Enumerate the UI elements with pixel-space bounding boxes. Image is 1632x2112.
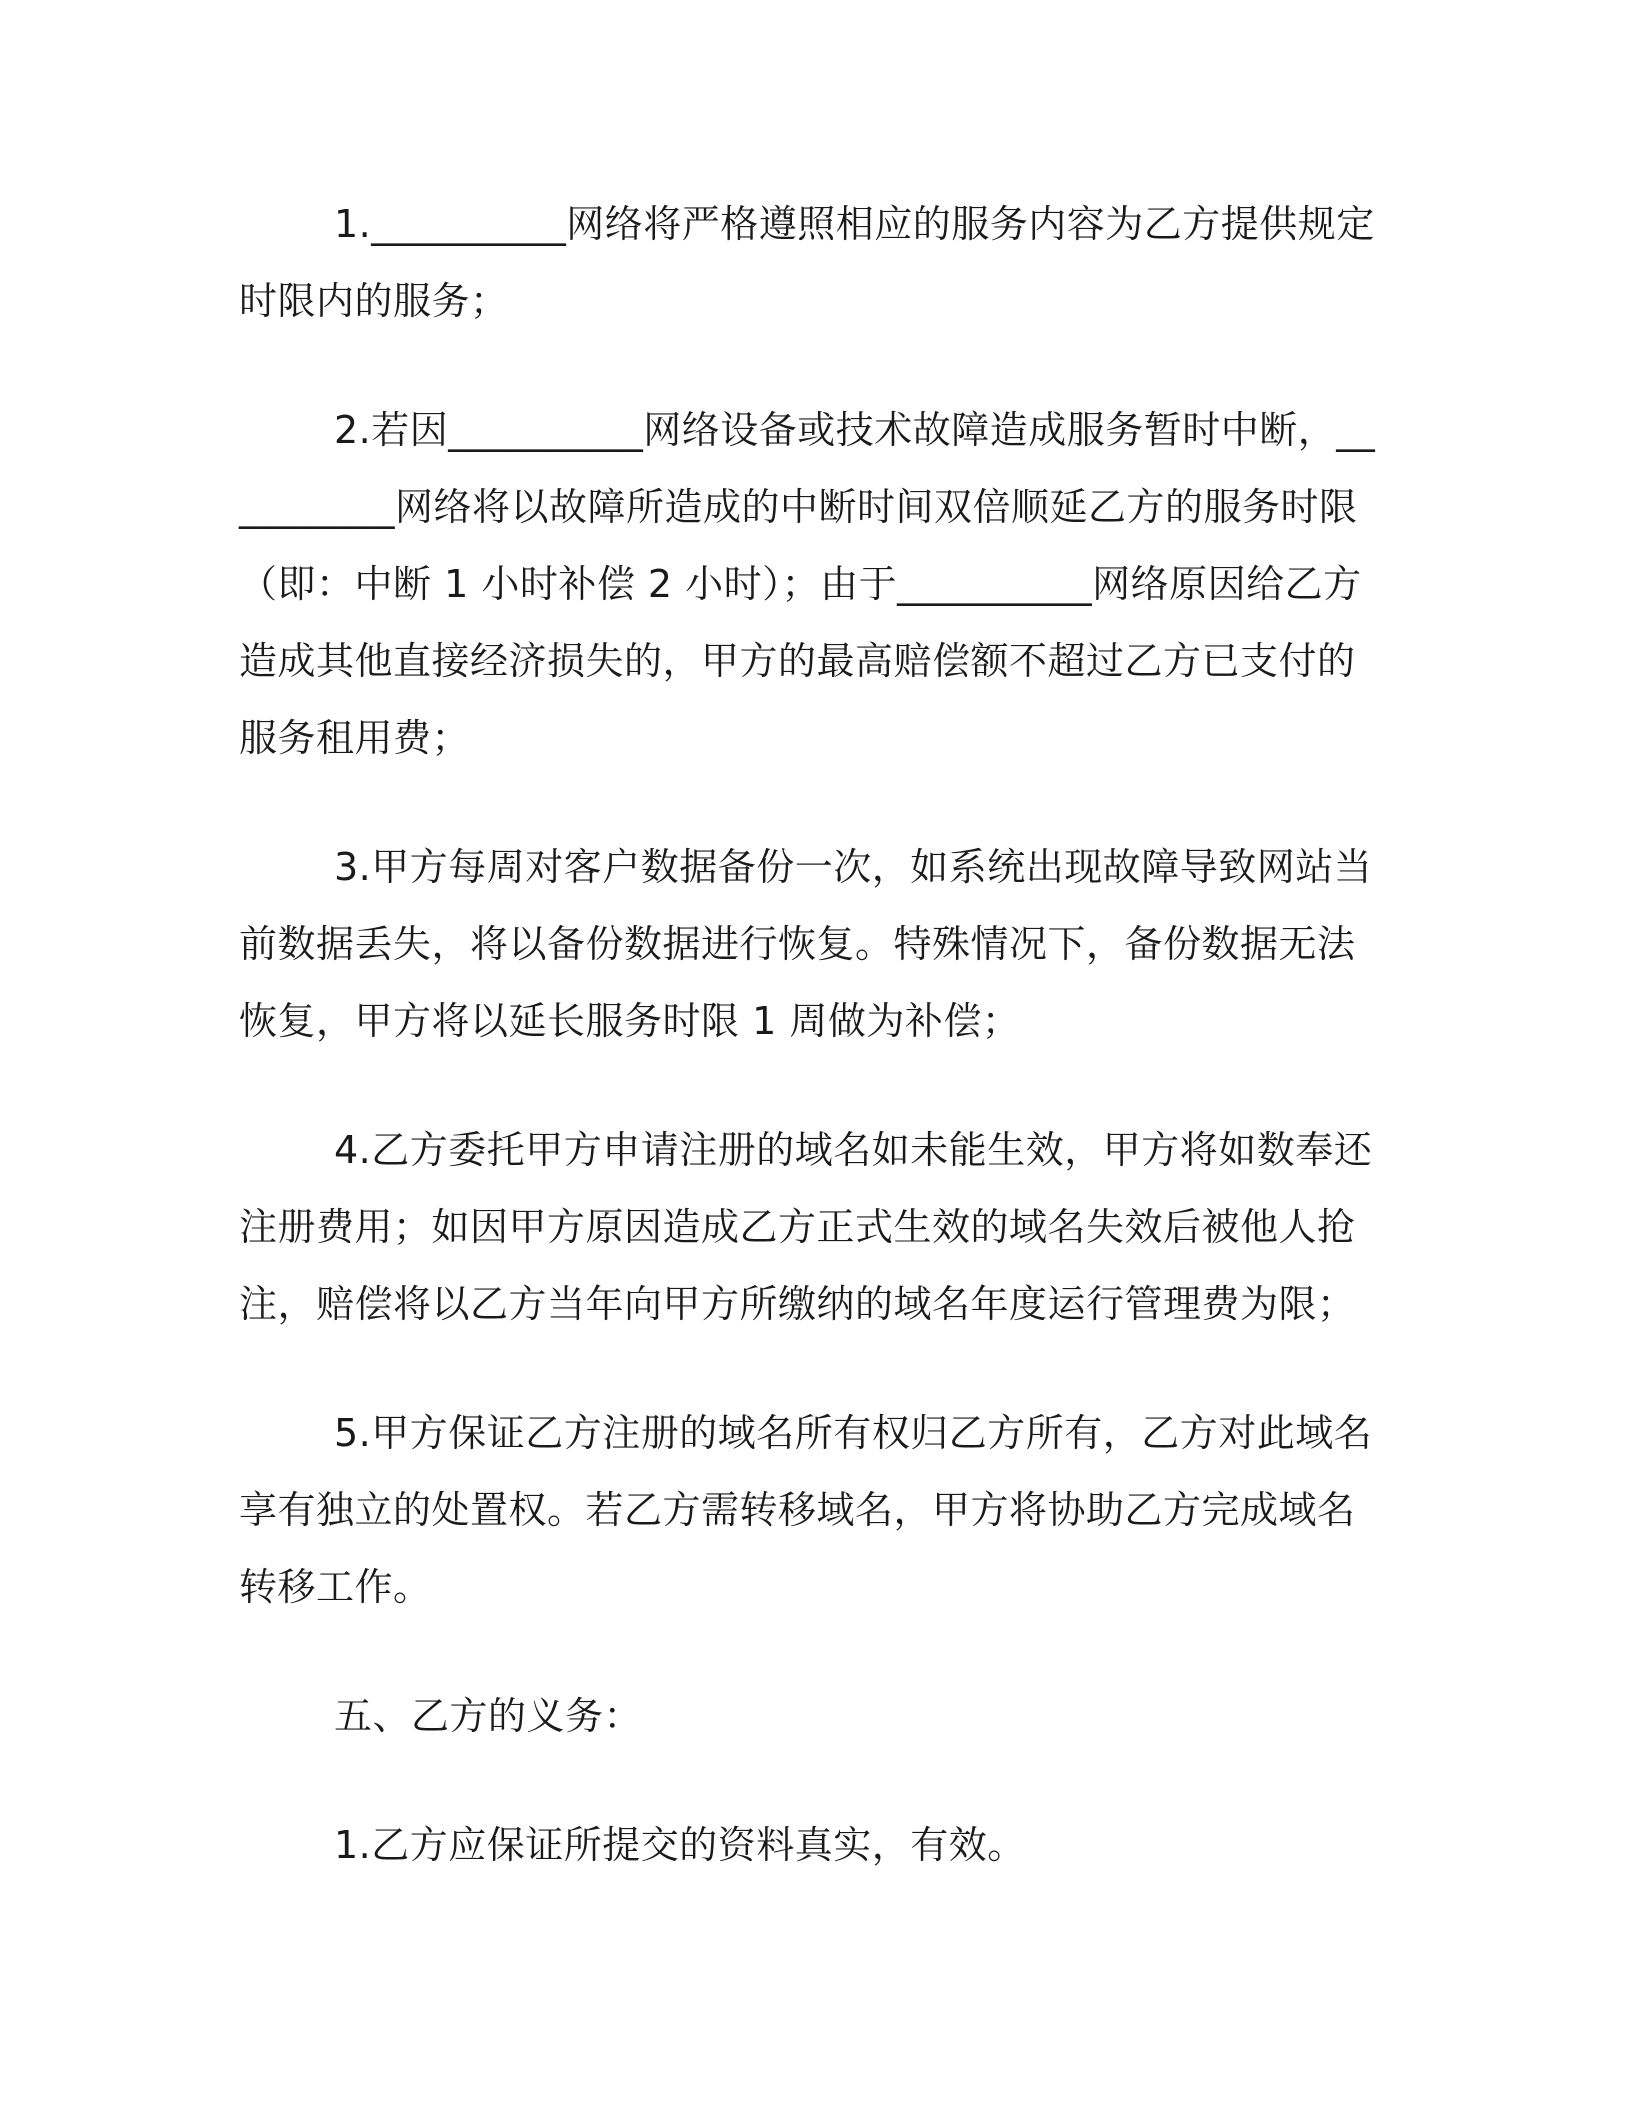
- section-clause-1: 1.乙方应保证所提交的资料真实，有效。: [334, 1823, 1026, 1867]
- clause-2: 2.若因__________网络设备或技术故障造成服务暂时中断，__________网络将以故障所造成的中断时间双倍顺延乙方的服务时限（即：中断 1 小时补偿 2 小时）；由于__________网络原因给乙方造成其他直接经济损失的，甲方的最高赔偿额不超过乙方已支付的服务租用费；: [239, 408, 1376, 760]
- clause-1: 1.__________网络将严格遵照相应的服务内容为乙方提供规定时限内的服务；: [239, 202, 1375, 323]
- document-body: [239, 186, 1379, 1884]
- section-heading: 五、乙方的义务：: [334, 1694, 643, 1738]
- clause-3: 3.甲方每周对客户数据备份一次，如系统出现故障导致网站当前数据丢失，将以备份数据进行恢复。特殊情况下，备份数据无法恢复，甲方将以延长服务时限 1 周做为补偿；: [239, 845, 1373, 1043]
- clause-5: 5.甲方保证乙方注册的域名所有权归乙方所有，乙方对此域名享有独立的处置权。若乙方需转移域名，甲方将协助乙方完成域名转移工作。: [239, 1411, 1373, 1609]
- clause-4: 4.乙方委托甲方申请注册的域名如未能生效，甲方将如数奉还注册费用；如因甲方原因造成乙方正式生效的域名失效后被他人抢注，赔偿将以乙方当年向甲方所缴纳的域名年度运行管理费为限；: [239, 1128, 1373, 1326]
